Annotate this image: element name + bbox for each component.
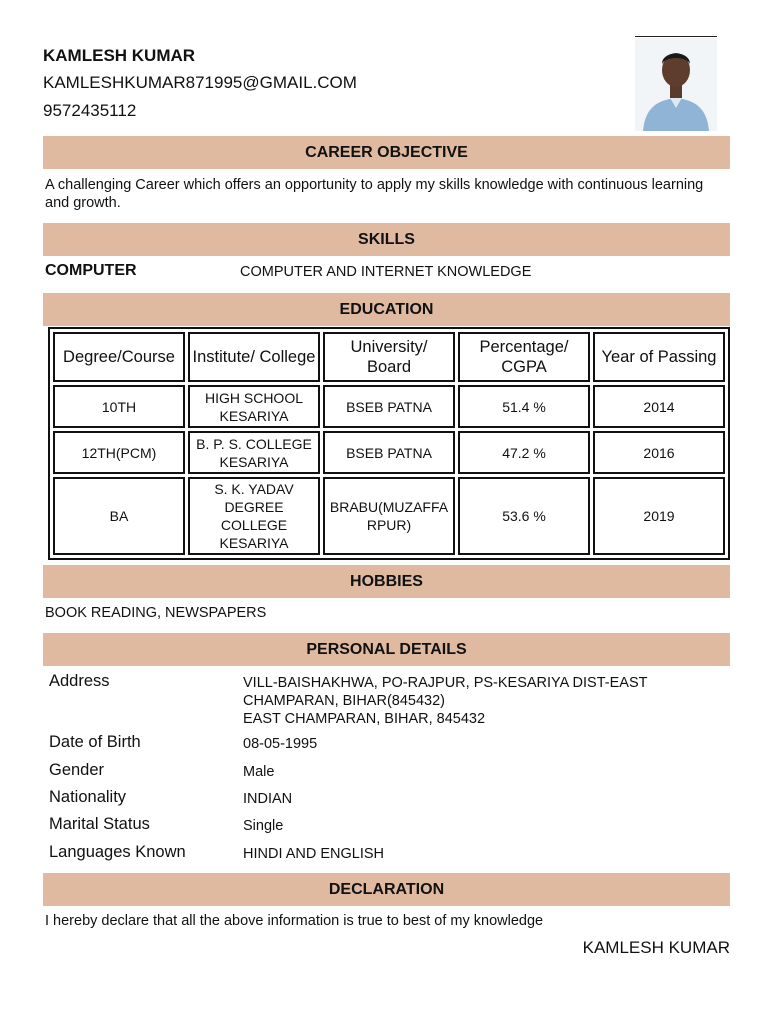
- candidate-name: KAMLESH KUMAR: [43, 46, 196, 65]
- table-cell: BA: [53, 477, 185, 555]
- table-cell: 2019: [593, 477, 725, 555]
- table-cell: BSEB PATNA: [323, 431, 455, 474]
- person-photo-icon: [635, 38, 717, 131]
- hobbies-heading: HOBBIES: [43, 565, 730, 598]
- education-table: [48, 327, 730, 560]
- career-objective-text: A challenging Career which offers an opportunity to apply my skills knowledge with continuous learning and growth.: [45, 177, 704, 211]
- table-row: [53, 431, 725, 474]
- table-cell: 51.4 %: [458, 385, 590, 428]
- table-cell: S. K. YADAV DEGREE COLLEGE KESARIYA: [188, 477, 320, 555]
- address-value: [243, 674, 713, 728]
- table-cell: BSEB PATNA: [323, 385, 455, 428]
- hobbies-text: BOOK READING, NEWSPAPERS: [45, 605, 267, 621]
- table-cell: 53.6 %: [458, 477, 590, 555]
- nationality-value: INDIAN: [243, 791, 293, 807]
- table-cell: HIGH SCHOOL KESARIYA: [188, 385, 320, 428]
- table-cell: 10TH: [53, 385, 185, 428]
- table-cell: BRABU(MUZAFFARPUR): [323, 477, 455, 555]
- career-objective-heading: CAREER OBJECTIVE: [43, 136, 730, 169]
- profile-photo: [635, 38, 717, 131]
- marital-status-value: Single: [243, 818, 284, 834]
- address-label: Address: [49, 672, 110, 690]
- address-line-1: VILL-BAISHAKHWA, PO-RAJPUR, PS-KESARIYA DIST-EAST CHAMPARAN, BIHAR(845432): [243, 675, 648, 709]
- declaration-heading: DECLARATION: [43, 873, 730, 906]
- languages-label: Languages Known: [49, 843, 186, 861]
- table-cell: 2016: [593, 431, 725, 474]
- column-header: Institute/ College: [188, 332, 320, 382]
- table-row: [53, 385, 725, 428]
- candidate-email: KAMLESHKUMAR871995@GMAIL.COM: [43, 73, 357, 92]
- skills-heading: SKILLS: [43, 223, 730, 256]
- declaration-text: I hereby declare that all the above information is true to best of my knowledge: [45, 913, 544, 929]
- column-header: Percentage/ CGPA: [458, 332, 590, 382]
- column-header: Degree/Course: [53, 332, 185, 382]
- nationality-label: Nationality: [49, 788, 127, 806]
- table-cell: B. P. S. COLLEGE KESARIYA: [188, 431, 320, 474]
- gender-label: Gender: [49, 761, 105, 779]
- dob-label: Date of Birth: [49, 733, 141, 751]
- address-line-2: EAST CHAMPARAN, BIHAR, 845432: [243, 711, 486, 727]
- candidate-phone: 9572435112: [43, 101, 137, 120]
- skill-value: COMPUTER AND INTERNET KNOWLEDGE: [240, 264, 532, 280]
- table-cell: 2014: [593, 385, 725, 428]
- marital-status-label: Marital Status: [49, 815, 150, 833]
- languages-value: HINDI AND ENGLISH: [243, 846, 384, 862]
- table-cell: 12TH(PCM): [53, 431, 185, 474]
- gender-value: Male: [243, 764, 275, 780]
- column-header: University/ Board: [323, 332, 455, 382]
- signature-name: KAMLESH KUMAR: [582, 938, 730, 957]
- dob-value: 08-05-1995: [243, 736, 318, 752]
- table-row: [53, 477, 725, 555]
- personal-details-heading: PERSONAL DETAILS: [43, 633, 730, 666]
- table-header-row: [53, 332, 725, 382]
- column-header: Year of Passing: [593, 332, 725, 382]
- education-heading: EDUCATION: [43, 293, 730, 326]
- skill-key: COMPUTER: [45, 262, 137, 279]
- photo-top-line: [635, 36, 717, 37]
- table-cell: 47.2 %: [458, 431, 590, 474]
